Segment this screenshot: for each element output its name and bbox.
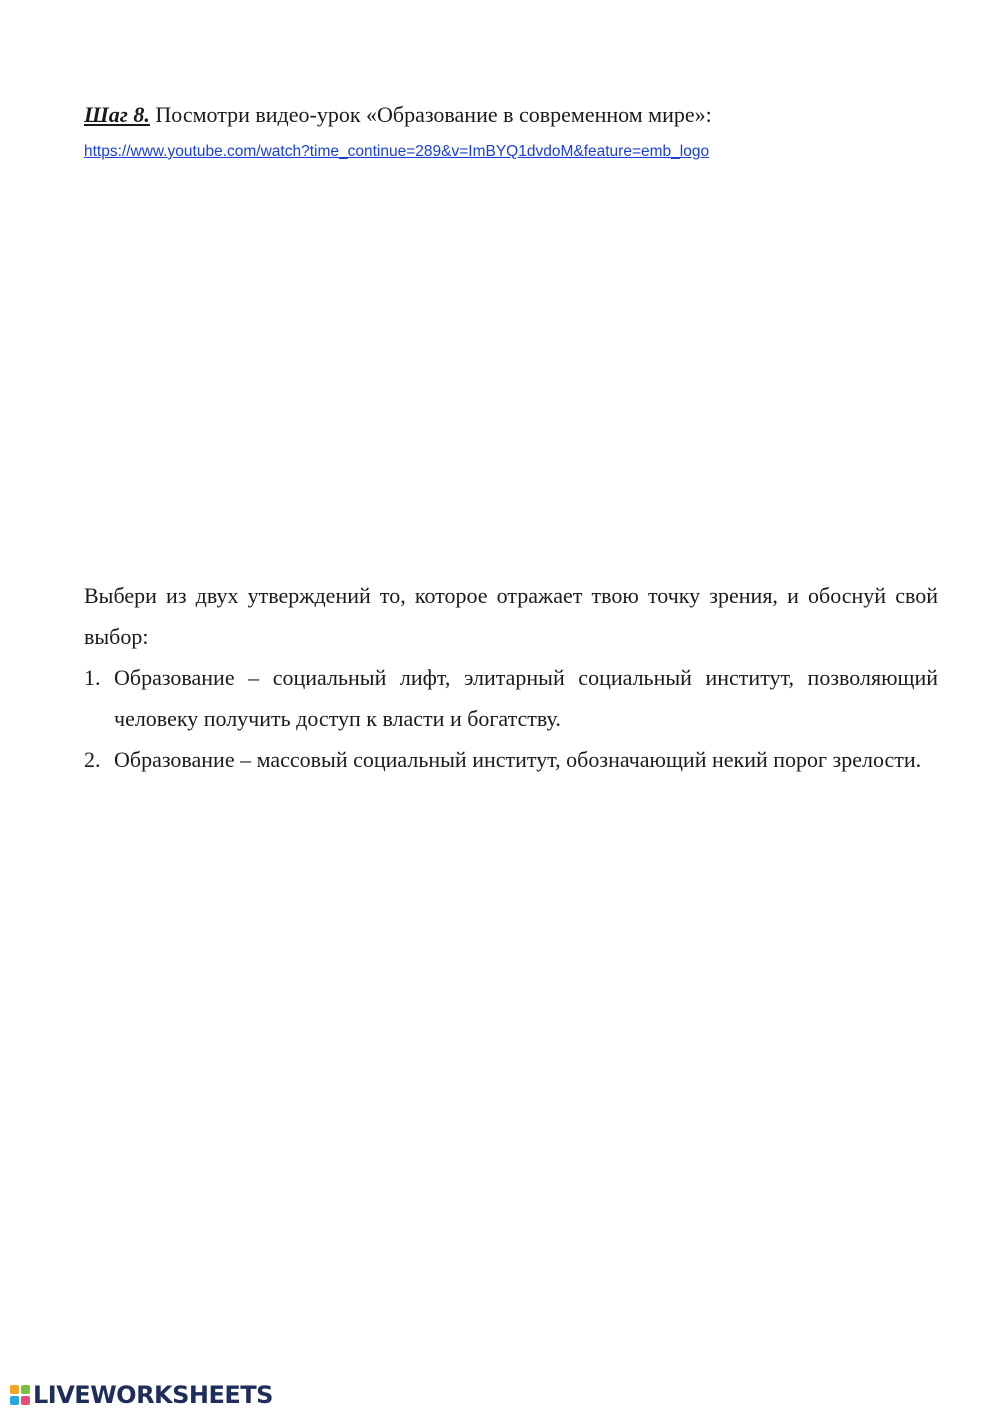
step-instruction: Посмотри видео-урок «Образование в современном мире»: — [149, 102, 712, 127]
liveworksheets-logo — [10, 1381, 273, 1409]
statement-item-2 — [84, 739, 938, 780]
task-intro: Выбери из двух утверждений то, которое отражает твою точку зрения, и обоснуй свой выбор: — [84, 583, 938, 649]
task-block — [84, 575, 938, 780]
statement-text: Образование – массовый социальный институт, обозначающий некий порог зрелости. — [114, 747, 922, 772]
logo-block-3 — [10, 1396, 19, 1405]
logo-blocks-icon — [10, 1385, 30, 1405]
logo-block-2 — [21, 1385, 30, 1394]
logo-block-4 — [21, 1396, 30, 1405]
statement-number: 1. — [84, 665, 101, 690]
step-heading — [84, 100, 712, 130]
logo-block-1 — [10, 1385, 19, 1394]
video-lesson-link[interactable]: https://www.youtube.com/watch?time_continue=289&v=ImBYQ1dvdoM&feature=emb_logo — [84, 143, 710, 160]
statement-number: 2. — [84, 747, 101, 772]
statement-text: Образование – социальный лифт, элитарный социальный институт, позволяющий человеку получить доступ к власти и богатству. — [114, 665, 938, 731]
step-label: Шаг 8. — [84, 102, 150, 127]
statement-item-1 — [84, 657, 938, 739]
logo-text: LIVEWORKSHEETS — [33, 1381, 273, 1409]
statement-list — [84, 657, 938, 780]
